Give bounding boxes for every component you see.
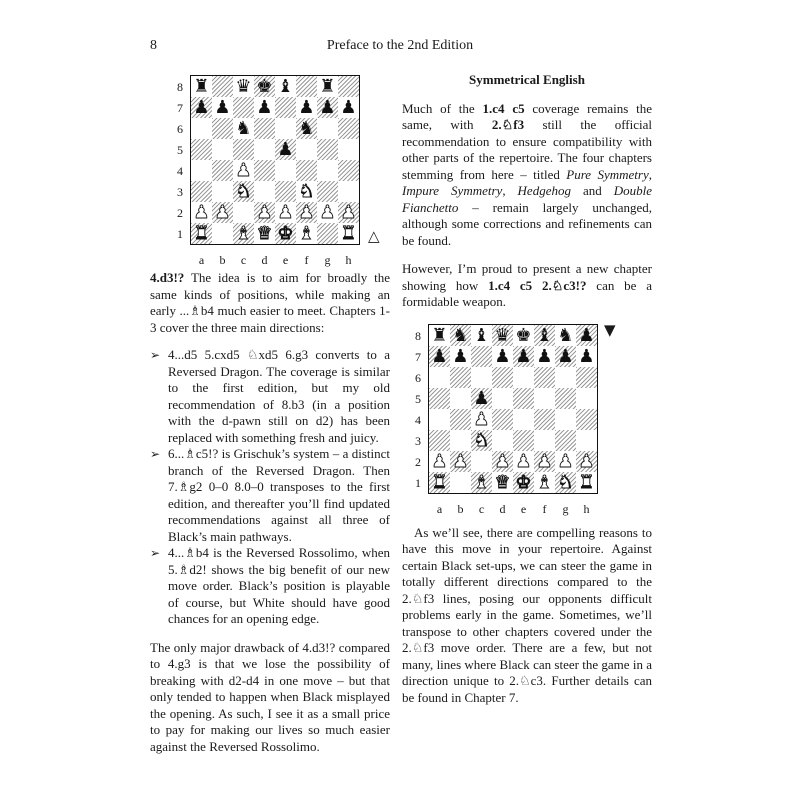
white-pawn-icon: ♟: [492, 451, 513, 472]
black-pawn-icon: ♟: [513, 346, 534, 367]
text-span: ,: [648, 166, 653, 182]
move-text: 1.c4 c5: [482, 100, 525, 116]
black-pawn-icon: ♟: [578, 345, 595, 367]
left-column: [150, 70, 390, 755]
black-pawn-icon: ♟: [452, 345, 469, 367]
rank-label: 6: [415, 370, 421, 385]
white-pawn-icon: ♟: [431, 450, 448, 472]
list-item-text: 4...♗b4 is the Reversed Rossolimo, when 5.♗d2! shows the big benefit of our new move order. Black’s position is playable of course, but White should have good chances for an opening edge.: [168, 545, 390, 626]
board-square: [471, 451, 492, 472]
white-queen-icon: ♛: [256, 223, 273, 244]
rank-label: 6: [177, 122, 183, 136]
black-rook-icon: ♜: [319, 76, 336, 97]
board-square: [338, 139, 359, 160]
white-pawn-icon: ♟: [235, 160, 252, 181]
paragraph-text: The idea is to aim for broadly the same kinds of positions, while making an early ...♗b4 much easier to meet. Chapters 1-3 cover the three main directions:: [150, 270, 390, 335]
white-pawn-icon: ♟: [193, 202, 210, 223]
board-square: [555, 430, 576, 451]
board-square: [212, 160, 233, 181]
file-label: a: [198, 253, 205, 267]
board-square: [191, 160, 212, 181]
board-square: [555, 388, 576, 409]
black-rook-icon: ♜: [193, 76, 210, 97]
black-queen-icon: ♛: [492, 325, 513, 346]
black-rook-icon: ♜: [431, 324, 448, 346]
board-square: [275, 181, 296, 202]
white-knight-icon: ♞: [233, 181, 254, 202]
white-king-icon: ♚: [513, 472, 534, 493]
board-square: [534, 430, 555, 451]
board-square: [191, 181, 212, 202]
board-square: [492, 367, 513, 388]
board-square: [317, 181, 338, 202]
black-pawn-icon: ♟: [298, 97, 315, 118]
white-rook-icon: ♜: [429, 472, 450, 493]
file-label: f: [542, 501, 547, 516]
board-square: [450, 388, 471, 409]
rank-label: 8: [177, 80, 183, 94]
black-pawn-icon: ♟: [340, 97, 357, 118]
board-square: [233, 202, 254, 223]
board-square: [471, 367, 492, 388]
black-knight-icon: ♞: [557, 324, 574, 346]
white-king-icon: ♚: [275, 223, 296, 244]
black-king-icon: ♚: [515, 324, 532, 346]
board-square: [296, 139, 317, 160]
move-text: 1.c4 c5 2.♘c3!?: [488, 277, 587, 293]
white-knight-icon: ♞: [555, 472, 576, 493]
chapter-title: Double Fianchetto: [402, 183, 652, 215]
board-square: [317, 160, 338, 181]
rank-label: 1: [415, 475, 421, 490]
board-square: [534, 388, 555, 409]
board-square: [534, 367, 555, 388]
board-square: [555, 367, 576, 388]
black-bishop-icon: ♝: [473, 324, 490, 346]
board-square: [317, 223, 338, 244]
list-item-text: 6...♗c5!? is Grischuk’s system – a distinct branch of the Reversed Dragon. Then 7.♗g2 0–0 8.0–0 transposes to the first edition, and thereafter you’ll find updated recommendations against all three of Black’s main pathways.: [168, 446, 390, 544]
rank-label: 5: [177, 143, 183, 157]
white-pawn-icon: ♟: [319, 202, 336, 223]
black-bishop-icon: ♝: [277, 76, 294, 97]
white-pawn-icon: ♟: [576, 451, 597, 472]
board-square: [576, 388, 597, 409]
paragraph: The only major drawback of 4.d3!? compared to 4.g3 is that we lose the possibility of breaking with d2-d4 in one move – but that only tended to happen when Black misplayed the opening. As such, I see it as a small price to pay for making our lives so much easier against the Reversed Rossolimo.: [150, 639, 390, 754]
paragraph: [150, 270, 390, 336]
white-bishop-icon: ♝: [471, 472, 492, 493]
board-square: [317, 139, 338, 160]
file-label: d: [261, 253, 268, 267]
rank-label: 2: [177, 206, 183, 220]
white-rook-icon: ♜: [340, 223, 357, 244]
board-square: [191, 118, 212, 139]
rank-label: 1: [177, 227, 183, 241]
file-label: g: [324, 253, 331, 267]
rank-label: 2: [415, 454, 421, 469]
board-square: [233, 139, 254, 160]
white-knight-icon: ♞: [298, 181, 315, 202]
chapter-title: Pure Symmetry: [566, 166, 649, 182]
rank-label: 5: [415, 391, 421, 406]
black-pawn-icon: ♟: [191, 97, 212, 118]
board-square: [534, 409, 555, 430]
black-king-icon: ♚: [254, 76, 275, 97]
white-pawn-icon: ♟: [515, 450, 532, 472]
board-square: [450, 430, 471, 451]
chess-board: [428, 324, 598, 494]
board-square: [254, 118, 275, 139]
white-knight-icon: ♞: [471, 430, 492, 451]
file-label: d: [499, 501, 506, 516]
black-to-move-icon: ▼: [604, 320, 616, 339]
page-number: 8: [150, 38, 157, 53]
board-square: [513, 409, 534, 430]
board-square: [254, 139, 275, 160]
text-span: – remain largely unchanged, although some corrections and refinements can be found.: [402, 199, 652, 248]
black-pawn-icon: ♟: [214, 97, 231, 118]
file-label: h: [583, 501, 590, 516]
arrow-bullet-icon: ➢: [150, 447, 161, 461]
paragraph: [402, 101, 652, 250]
board-square: [338, 160, 359, 181]
chess-board: [190, 75, 360, 245]
board-square: [212, 181, 233, 202]
board-square: [492, 409, 513, 430]
board-square: [576, 430, 597, 451]
list-item: [150, 545, 390, 628]
file-label: b: [457, 501, 464, 516]
rank-label: 4: [177, 164, 183, 178]
board-square: [492, 430, 513, 451]
file-label: e: [282, 253, 289, 267]
file-label: g: [562, 501, 569, 516]
board-square: [296, 76, 317, 97]
rank-label: 7: [415, 349, 421, 364]
text-span: coverage remains the same, with: [402, 100, 652, 132]
board-square: [212, 118, 233, 139]
right-column: [402, 70, 652, 706]
rank-label: 4: [415, 412, 421, 427]
list-item: [150, 347, 390, 446]
arrow-bullet-icon: ➢: [150, 546, 161, 560]
white-pawn-icon: ♟: [254, 202, 275, 223]
board-square: [254, 160, 275, 181]
text-span: ,: [502, 183, 518, 198]
board-square: [338, 118, 359, 139]
white-rook-icon: ♜: [191, 223, 212, 244]
diagram-1: [150, 70, 390, 270]
board-square: [212, 139, 233, 160]
board-square: [513, 388, 534, 409]
board-square: [513, 367, 534, 388]
text-span: and: [570, 183, 614, 198]
black-pawn-icon: ♟: [494, 345, 511, 367]
white-queen-icon: ♛: [494, 471, 511, 493]
file-label: c: [240, 253, 247, 267]
black-pawn-icon: ♟: [429, 346, 450, 367]
paragraph: As we’ll see, there are compelling reasons to have this move in your repertoire. Against certain Black set-ups, we can steer the game in totally different directions compared to the 2.♘f3 lines, posing our opponents difficult problems early in the game. Sometimes, we’ll transpose to other chapters covered under the 2.♘f3 move order. There are a few, but not many, lines where Black can steer the game in a direction unique to 2.♘c3. Further details can be found in Chapter 7.: [402, 524, 652, 705]
list-item: [150, 446, 390, 545]
black-pawn-icon: ♟: [576, 325, 597, 346]
board-square: [450, 367, 471, 388]
paragraph: [402, 261, 652, 311]
white-pawn-icon: ♟: [296, 202, 317, 223]
white-pawn-icon: ♟: [277, 202, 294, 223]
chapter-title: Impure Symmetry: [402, 183, 503, 198]
list-item-text: 4...d5 5.cxd5 ♘xd5 6.g3 converts to a Reversed Dragon. The coverage is similar to the first edition, but my old recommendation of 8.b3 (in a position with the d-pawn still on d2) has been replaced with something fresh and juicy.: [168, 347, 390, 445]
white-bishop-icon: ♝: [536, 471, 553, 493]
rank-label: 8: [415, 328, 421, 343]
board-square: [275, 160, 296, 181]
board-square: [191, 139, 212, 160]
board-square: [212, 223, 233, 244]
black-knight-icon: ♞: [450, 325, 471, 346]
white-rook-icon: ♜: [578, 471, 595, 493]
black-bishop-icon: ♝: [534, 325, 555, 346]
board-square: [429, 388, 450, 409]
file-label: a: [436, 501, 443, 516]
black-pawn-icon: ♟: [555, 346, 576, 367]
file-label: b: [219, 253, 226, 267]
white-bishop-icon: ♝: [233, 223, 254, 244]
file-label: h: [345, 253, 352, 267]
board-square: [471, 346, 492, 367]
arrow-bullet-icon: ➢: [150, 348, 161, 362]
board-square: [492, 388, 513, 409]
board-square: [513, 430, 534, 451]
board-square: [212, 76, 233, 97]
file-label: c: [478, 501, 485, 516]
move-text: 2.♘f3: [491, 117, 525, 132]
board-square: [576, 367, 597, 388]
board-square: [429, 430, 450, 451]
diagram-2: [402, 319, 652, 519]
board-square: [296, 160, 317, 181]
black-knight-icon: ♞: [235, 118, 252, 139]
black-pawn-icon: ♟: [536, 345, 553, 367]
running-head: Preface to the 2nd Edition: [326, 38, 474, 53]
file-label: e: [520, 501, 527, 516]
board-square: [429, 367, 450, 388]
board-square: [555, 409, 576, 430]
rank-label: 3: [415, 433, 421, 448]
text-span: However, I’m proud to present a new chapter showing how: [402, 261, 652, 293]
white-to-move-icon: △: [368, 227, 380, 245]
white-bishop-icon: ♝: [298, 223, 315, 244]
file-label: f: [304, 253, 309, 267]
black-pawn-icon: ♟: [317, 97, 338, 118]
white-pawn-icon: ♟: [557, 450, 574, 472]
white-pawn-icon: ♟: [534, 451, 555, 472]
black-pawn-icon: ♟: [275, 139, 296, 160]
rank-label: 3: [177, 185, 183, 199]
section-heading: Symmetrical English: [469, 72, 585, 87]
black-queen-icon: ♛: [235, 76, 252, 97]
bullet-list: [150, 347, 390, 628]
board-square: [429, 409, 450, 430]
board-square: [233, 97, 254, 118]
white-pawn-icon: ♟: [473, 408, 490, 430]
text-span: can be a formidable weapon.: [402, 277, 653, 309]
board-square: [317, 118, 338, 139]
board-square: [450, 409, 471, 430]
text-span: still the official recommendation to ensure compatibility with other parts of the repertoire. The four chapters stemming from here – titled: [402, 117, 652, 182]
white-pawn-icon: ♟: [450, 451, 471, 472]
board-square: [338, 76, 359, 97]
board-square: [576, 409, 597, 430]
board-square: [254, 181, 275, 202]
black-pawn-icon: ♟: [256, 97, 273, 118]
white-pawn-icon: ♟: [338, 202, 359, 223]
move-text: 4.d3!?: [150, 270, 185, 285]
board-square: [338, 181, 359, 202]
board-square: [450, 472, 471, 493]
board-square: [275, 118, 296, 139]
rank-label: 7: [177, 101, 183, 115]
black-pawn-icon: ♟: [471, 388, 492, 409]
board-square: [275, 97, 296, 118]
black-knight-icon: ♞: [296, 118, 317, 139]
white-pawn-icon: ♟: [212, 202, 233, 223]
text-span: Much of the: [402, 100, 483, 116]
chapter-title: Hedgehog: [517, 183, 571, 198]
